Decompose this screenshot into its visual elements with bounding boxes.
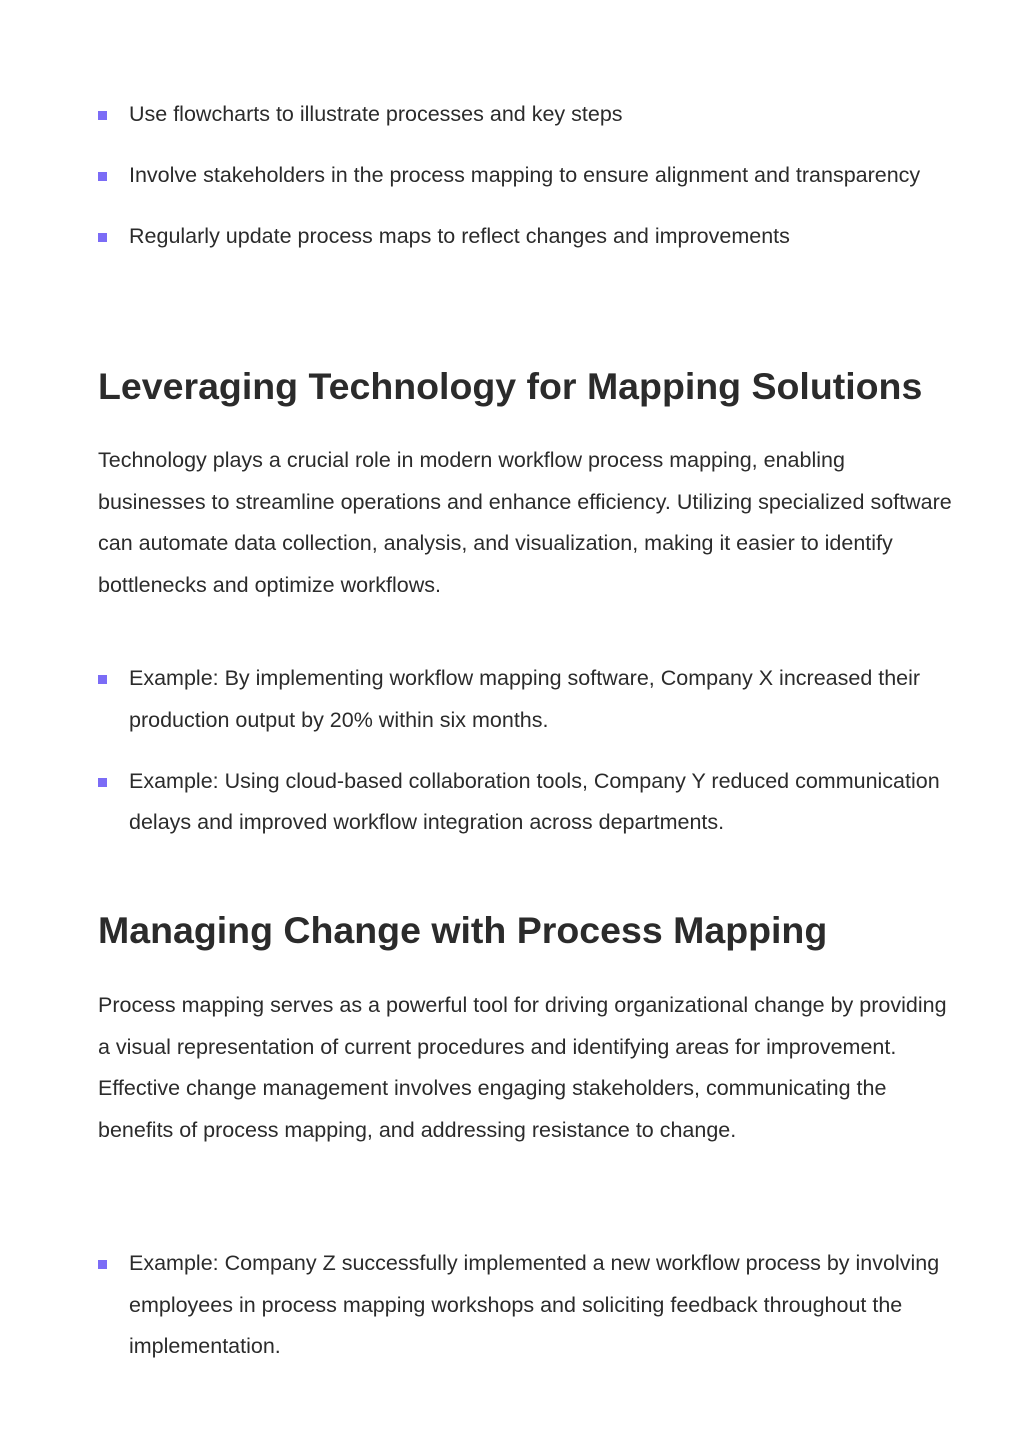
list-item-text: Regularly update process maps to reflect changes and improvements	[129, 224, 790, 248]
section-paragraph-change: Process mapping serves as a powerful tool for driving organizational change by providing a visual representation of current procedures and identifying areas for improvement. Effective change management involves engaging stakeholders, communicating the benefits of process mapping, and addressing resistance to change.	[98, 993, 947, 1142]
list-item	[98, 94, 958, 136]
best-practices-list	[98, 94, 958, 277]
list-item	[98, 761, 958, 844]
square-bullet-icon	[98, 233, 107, 242]
list-item	[98, 658, 958, 741]
list-item	[98, 1243, 958, 1368]
list-item-text: Use flowcharts to illustrate processes and key steps	[129, 102, 623, 126]
list-item-text: Involve stakeholders in the process mapping to ensure alignment and transparency	[129, 163, 921, 187]
list-item	[98, 216, 958, 258]
section-heading-technology: Leveraging Technology for Mapping Solutions	[98, 365, 923, 407]
square-bullet-icon	[98, 778, 107, 787]
technology-examples-list	[98, 658, 958, 863]
list-item-text: Example: Company Z successfully implemented a new workflow process by involving employees in process mapping workshops and soliciting feedback throughout the implementation.	[129, 1251, 940, 1358]
square-bullet-icon	[98, 111, 107, 120]
list-item-text: Example: By implementing workflow mapping software, Company X increased their production output by 20% within six months.	[129, 666, 921, 732]
list-item	[98, 155, 958, 197]
change-examples-list	[98, 1243, 958, 1387]
section-paragraph-technology: Technology plays a crucial role in modern workflow process mapping, enabling businesses to streamline operations and enhance efficiency. Utilizing specialized software can automate data collection, analysis, and visualization, making it easier to identify bottlenecks and optimize workflows.	[98, 448, 952, 597]
list-item-text: Example: Using cloud-based collaboration tools, Company Y reduced communication delays and improved workflow integration across departments.	[129, 768, 940, 834]
square-bullet-icon	[98, 172, 107, 181]
section-heading-change: Managing Change with Process Mapping	[98, 909, 828, 951]
square-bullet-icon	[98, 1260, 107, 1269]
square-bullet-icon	[98, 675, 107, 684]
